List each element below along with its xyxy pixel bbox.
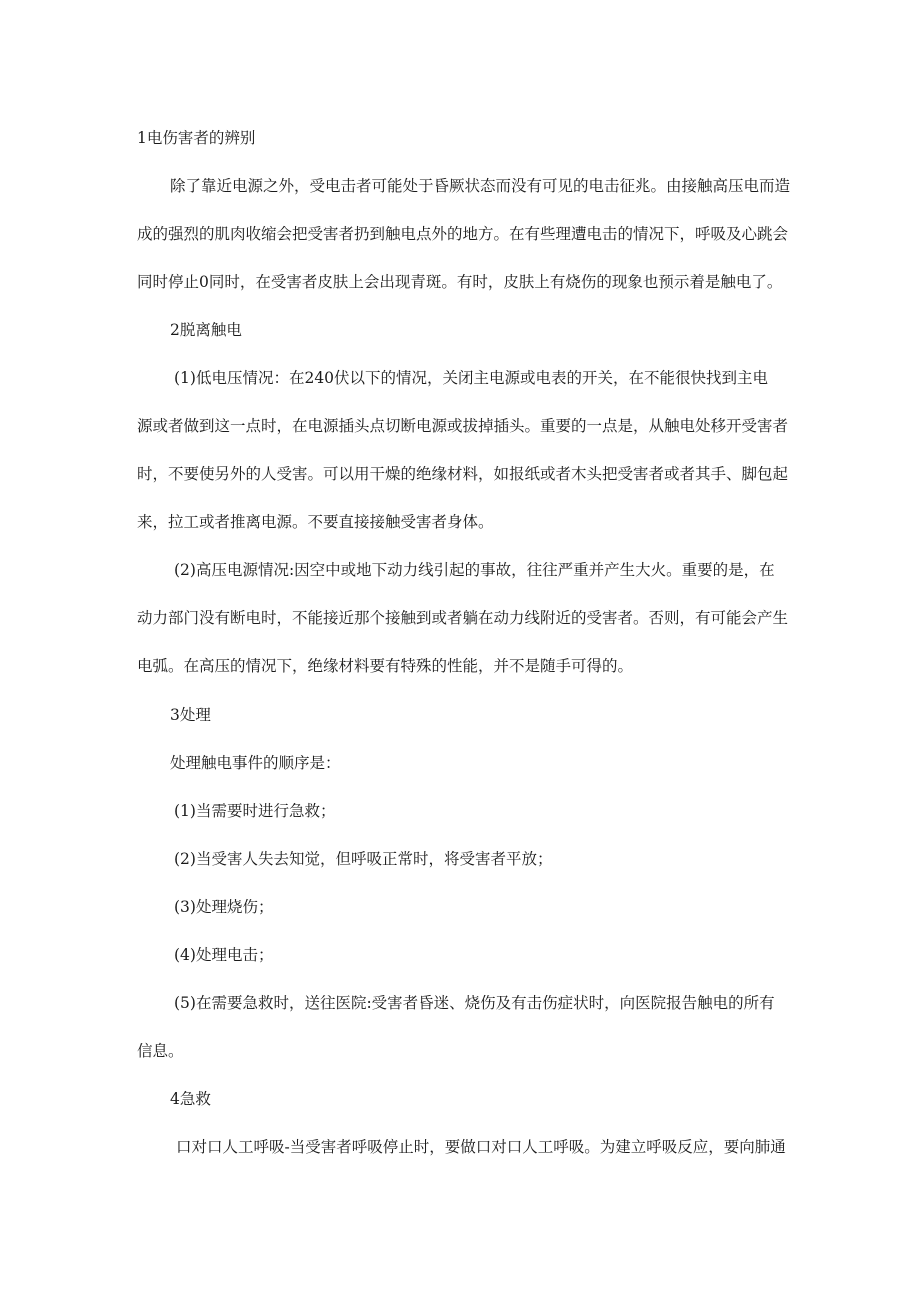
- section-3-intro: 处理触电事件的顺序是：: [170, 754, 341, 772]
- section-1-para-line-3: 同时停止0同时，在受害者皮肤上会出现青斑。有时，皮肤上有烧伤的现象也预示着是触电了。: [137, 273, 783, 291]
- section-3-item-1: (1)当需要时进行急救；: [174, 802, 336, 820]
- section-3-heading: 3处理: [170, 706, 211, 724]
- section-4-para-line-1: 口对口人工呼吸-当受害者呼吸停止时，要做口对口人工呼吸。为建立呼吸反应，要向肺通: [176, 1138, 786, 1156]
- section-2-para-2-line-3: 电弧。在高压的情况下，绝缘材料要有特殊的性能，并不是随手可得的。: [137, 657, 634, 675]
- section-3-item-4: (4)处理电击；: [174, 946, 274, 964]
- section-3-item-5: (5)在需要急救时，送往医院:受害者昏迷、烧伤及有击伤症状时，向医院报告触电的所有: [174, 994, 775, 1012]
- section-2-para-1-line-2: 源或者做到这一点时，在电源插头点切断电源或拔掉插头。重要的一点是，从触电处移开受害者: [137, 417, 789, 435]
- section-1-para-line-1: 除了靠近电源之外，受电击者可能处于昏厥状态而没有可见的电击征兆。由接触高压电而造: [170, 177, 791, 195]
- section-1-para-line-2: 成的强烈的肌肉收缩会把受害者扔到触电点外的地方。在有些理遭电击的情况下，呼吸及心跳会: [137, 225, 789, 243]
- section-3-item-5-continued: 信息。: [137, 1042, 184, 1060]
- section-2-para-1-line-4: 来，拉工或者推离电源。不要直接接触受害者身体。: [137, 513, 494, 531]
- section-2-para-2-line-2: 动力部门没有断电时，不能接近那个接触到或者躺在动力线附近的受害者。否则，有可能会产生: [137, 609, 789, 627]
- section-1-heading: 1电伤害者的辨别: [137, 129, 256, 147]
- section-2-para-2-line-1: (2)高压电源情况:因空中或地下动力线引起的事故，往往严重并产生大火。重要的是，在: [174, 561, 775, 579]
- section-3-item-2: (2)当受害人失去知觉，但呼吸正常时，将受害者平放；: [174, 850, 553, 868]
- section-3-item-3: (3)处理烧伤；: [174, 898, 274, 916]
- section-2-para-1-line-1: (1)低电压情况：在240伏以下的情况，关闭主电源或电表的开关，在不能很快找到主电: [174, 369, 769, 387]
- section-2-heading: 2脱离触电: [170, 321, 242, 339]
- section-4-heading: 4急救: [170, 1090, 211, 1108]
- section-2-para-1-line-3: 时，不要使另外的人受害。可以用干燥的绝缘材料，如报纸或者木头把受害者或者其手、脚包起: [137, 465, 789, 483]
